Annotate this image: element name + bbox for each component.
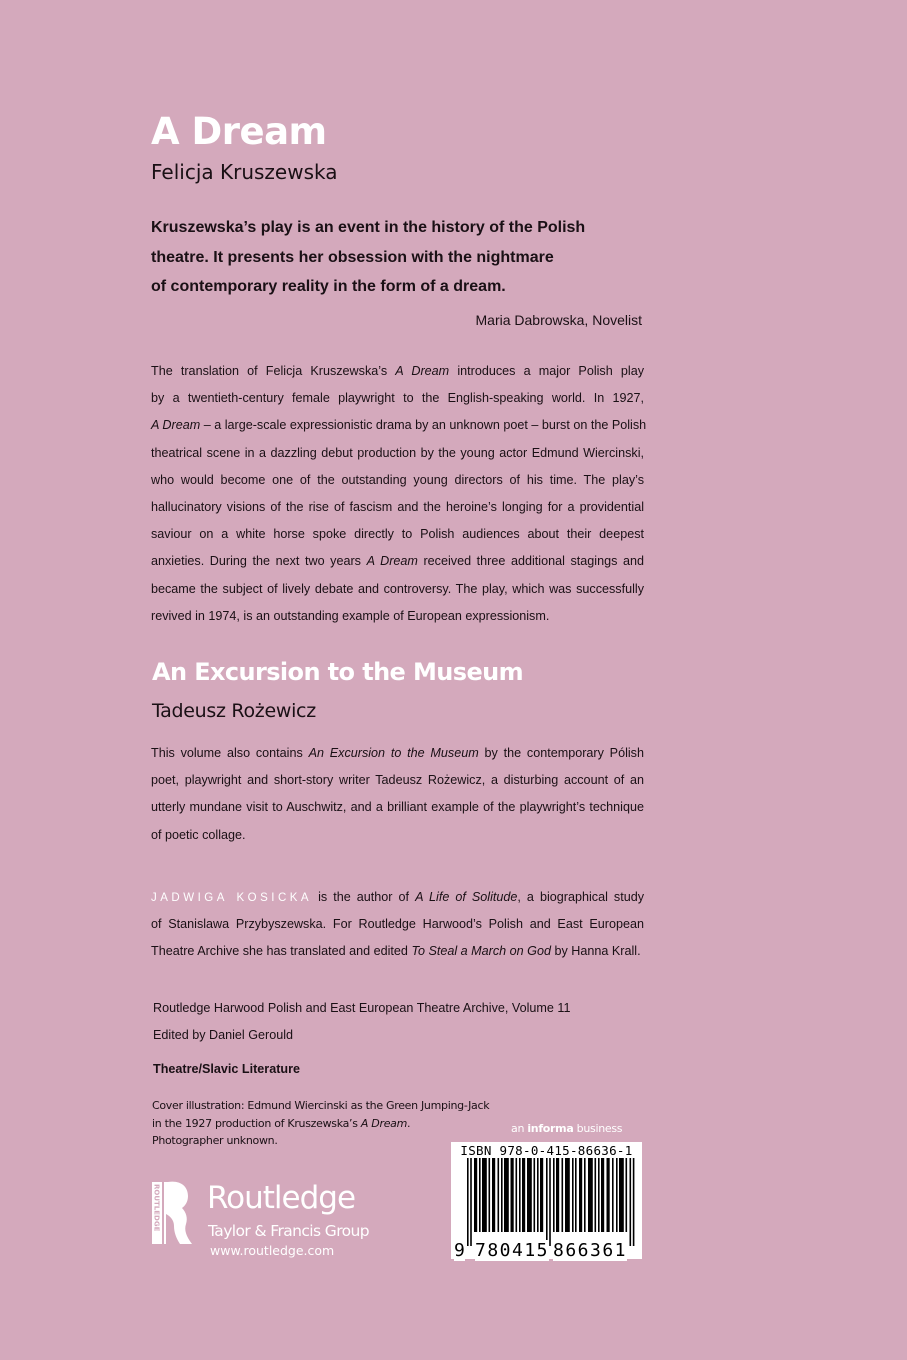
book-title: A Dream — [151, 110, 327, 153]
second-work-title: An Excursion to the Museum — [152, 658, 524, 686]
subject-category: Theatre/Slavic Literature — [153, 1062, 300, 1076]
second-work-author: Tadeusz Rożewicz — [152, 700, 316, 722]
book-author: Felicja Kruszewska — [151, 160, 338, 184]
description-line: saviour on a white horse spoke directly to Polish audiences about their deepest — [151, 527, 644, 542]
routledge-head-icon — [152, 1180, 198, 1248]
description-line: who would become one of the outstanding young directors of his time. The play’s — [151, 472, 644, 487]
series-editor: Edited by Daniel Gerould — [153, 1028, 294, 1043]
series-name: Routledge Harwood Polish and East European Theatre Archive, Volume 11 — [153, 1001, 571, 1015]
translator-name: JADWIGA KOSICKA — [151, 892, 313, 904]
description-line: hallucinatory visions of the rise of fascism and the heroine’s longing for a providential — [151, 499, 644, 514]
description-line: theatrical scene in a dazzling debut production by the young actor Edmund Wiercinski, — [151, 445, 644, 460]
translator-bio — [151, 884, 644, 966]
quote-line: of contemporary reality in the form of a dream. — [151, 278, 506, 295]
description-line: became the subject of lively debate and controversy. The play, which was successfully — [151, 581, 644, 596]
description-line: poet, playwright and short-story writer Tadeusz Rożewicz, a disturbing account of an — [151, 773, 644, 788]
bio-line: JADWIGA KOSICKA is the author of A Life of Solitude, a biographical study — [151, 890, 645, 904]
isbn-label: ISBN 978-0-415-86636-1 — [460, 1143, 633, 1158]
description-line: anxieties. During the next two years A Dream received three additional stagings and — [151, 554, 644, 569]
cover-illustration-note: Cover illustration: Edmund Wiercinski as the Green Jumping-Jack in the 1927 production of Kruszewska’s A Dream. Photographer unknown. — [152, 1099, 490, 1147]
bio-line: Theatre Archive she has translated and edited To Steal a March on God by Hanna Krall. — [151, 944, 641, 959]
quote-line: Kruszewska’s play is an event in the history of the Polish — [151, 219, 586, 236]
routledge-logo — [152, 1180, 392, 1265]
description-line: of poetic collage. — [151, 827, 246, 842]
quote-line: theatre. It presents her obsession with the nightmare — [151, 248, 554, 266]
isbn-barcode: ISBN 978-0-415-86636-1 9 780415 866361 — [451, 1142, 642, 1259]
barcode-bars-icon — [467, 1158, 635, 1246]
publisher-group: Taylor & Francis Group — [208, 1222, 369, 1240]
description-line: by a twentieth-century female playwright to the English-speaking world. In 1927, — [151, 391, 644, 406]
second-work-description — [151, 740, 644, 849]
publisher-name: Routledge — [207, 1180, 356, 1216]
quote-attribution: Maria Dabrowska, Novelist — [475, 312, 642, 328]
publisher-url: www.routledge.com — [210, 1243, 335, 1258]
description-line: utterly mundane visit to Auschwitz, and a brilliant example of the playwright’s technique — [151, 800, 644, 815]
description-line: A Dream – a large-scale expressionistic drama by an unknown poet – burst on the Polish — [151, 418, 647, 433]
endorsement-quote — [151, 213, 621, 302]
description-line: revived in 1974, is an outstanding example of European expressionism. — [151, 608, 550, 623]
series-info — [153, 995, 571, 1049]
description-line: The translation of Felicja Kruszewska’s A Dream introduces a major Polish play — [151, 364, 645, 378]
description-line: This volume also contains An Excursion to the Museum by the contemporary Pólish — [151, 746, 644, 760]
informa-tagline: an informa business — [511, 1122, 623, 1135]
svg-text:ROUTLEDGE: ROUTLEDGE — [152, 1184, 161, 1232]
book-description — [151, 358, 647, 630]
bio-line: of Stanislawa Przybyszewska. For Routledge Harwood’s Polish and East European — [151, 917, 644, 932]
